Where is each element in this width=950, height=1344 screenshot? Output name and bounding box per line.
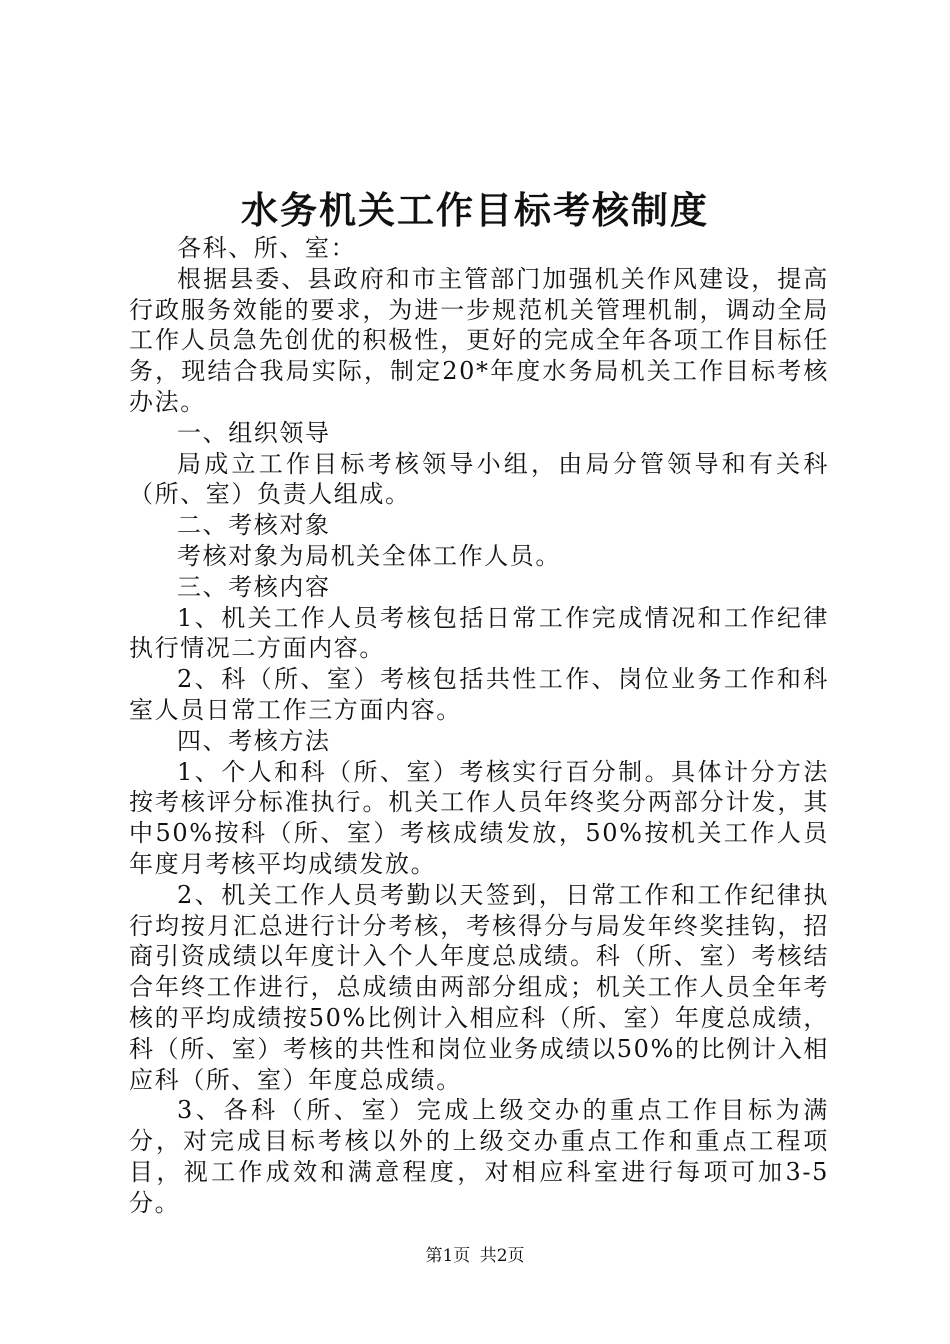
section-heading-content: 三、考核内容 bbox=[177, 572, 331, 601]
page-number: 第1页 bbox=[425, 1246, 471, 1266]
paragraph-methods-2: 2、机关工作人员考勤以天签到，日常工作和工作纪律执行均按月汇总进行计分考核，考核得分与局发年终奖挂钩，招商引资成绩以年度计入个人年度总成绩。科（所、室）考核结合年终工作进行，总成绩由两部分组成；机关工作人员全年考核的平均成绩按50%比例计入相应科（所、室）年度总成绩，科（所、室）考核的共性和岗位业务成绩以50%的比例计入相应科（所、室）年度总成绩。 bbox=[129, 880, 829, 1094]
section-heading-organization: 一、组织领导 bbox=[177, 418, 331, 447]
paragraph-content-2: 2、科（所、室）考核包括共性工作、岗位业务工作和科室人员日常工作三方面内容。 bbox=[129, 665, 829, 724]
document-body bbox=[129, 233, 829, 1219]
page-footer bbox=[0, 1244, 950, 1268]
page-total: 共2页 bbox=[479, 1246, 525, 1266]
paragraph-salutation: 各科、所、室： bbox=[177, 234, 357, 262]
section-heading-methods: 四、考核方法 bbox=[177, 726, 331, 755]
section-heading-targets: 二、考核对象 bbox=[177, 511, 331, 540]
paragraph-methods-3: 3、各科（所、室）完成上级交办的重点工作目标为满分，对完成目标考核以外的上级交办重点工作和重点工程项目，视工作成效和满意程度，对相应科室进行每项可加3-5分。 bbox=[129, 1096, 829, 1217]
paragraph-methods-1: 1、个人和科（所、室）考核实行百分制。具体计分方法按考核评分标准执行。机关工作人员年终奖分两部分计发，其中50%按科（所、室）考核成绩发放，50%按机关工作人员年度月考核平均成绩发放。 bbox=[129, 757, 829, 878]
document-title: 水务机关工作目标考核制度 bbox=[241, 188, 709, 232]
paragraph-targets: 考核对象为局机关全体工作人员。 bbox=[177, 541, 561, 570]
paragraph-content-1: 1、机关工作人员考核包括日常工作完成情况和工作纪律执行情况二方面内容。 bbox=[129, 603, 829, 663]
paragraph-intro: 根据县委、县政府和市主管部门加强机关作风建设，提高行政服务效能的要求，为进一步规范机关管理机制，调动全局工作人员急先创优的积极性，更好的完成全年各项工作目标任务，现结合我局实际，制定20*年度水务局机关工作目标考核办法。 bbox=[129, 264, 829, 416]
paragraph-organization: 局成立工作目标考核领导小组，由局分管领导和有关科（所、室）负责人组成。 bbox=[129, 449, 829, 509]
